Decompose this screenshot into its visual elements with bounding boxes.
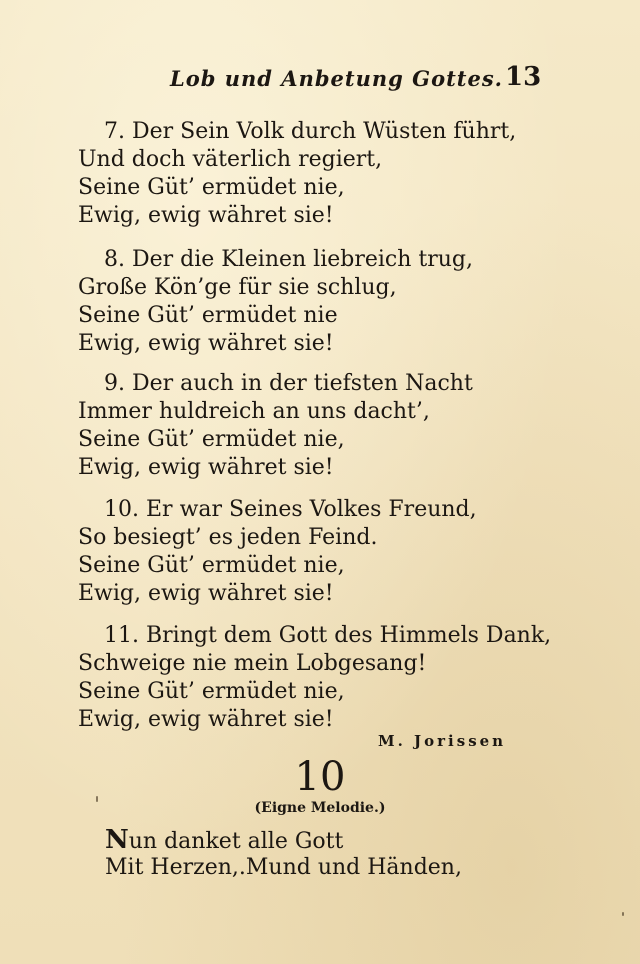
paper-speck xyxy=(96,796,98,802)
running-title: Lob und Anbetung Gottes. xyxy=(170,66,503,91)
stanza-line: Seine Güt’ ermüdet nie, xyxy=(78,427,345,452)
stanza-9 xyxy=(78,370,558,482)
stanza-line: So besiegt’ es jeden Feind. xyxy=(78,525,378,550)
paper-speck xyxy=(622,912,624,916)
stanza-7 xyxy=(78,118,558,230)
stanza-11 xyxy=(78,622,558,734)
stanza-line-text: Er war Seines Volkes Freund, xyxy=(146,497,477,522)
page-number: 13 xyxy=(505,62,542,92)
stanza-line xyxy=(78,246,558,274)
stanza-line: Ewig, ewig währet sie! xyxy=(78,455,334,480)
stanza-line: Schweige nie mein Lobgesang! xyxy=(78,651,427,676)
dropcap: N xyxy=(105,825,129,855)
stanza-line: Seine Güt’ ermüdet nie, xyxy=(78,679,345,704)
running-head xyxy=(0,62,640,94)
stanza-10 xyxy=(78,496,558,608)
hymn-line-text: un danket alle Gott xyxy=(128,829,344,854)
hymn-10-opening xyxy=(105,826,555,882)
stanza-line: Ewig, ewig währet sie! xyxy=(78,203,334,228)
hymn-line xyxy=(105,826,555,854)
stanza-number: 11. xyxy=(104,623,139,648)
stanza-line: Seine Güt’ ermüdet nie, xyxy=(78,553,345,578)
melody-note: (Eigne Melodie.) xyxy=(254,800,386,816)
stanza-line xyxy=(78,118,558,146)
stanza-line: Immer huldreich an uns dacht’, xyxy=(78,399,430,424)
stanza-number: 8. xyxy=(104,247,125,272)
stanza-line: Ewig, ewig währet sie! xyxy=(78,707,334,732)
stanza-line xyxy=(78,622,558,650)
stanza-line-text: Der Sein Volk durch Wüsten führt, xyxy=(132,119,517,144)
stanza-line-text: Bringt dem Gott des Himmels Dank, xyxy=(146,623,552,648)
stanza-number: 9. xyxy=(104,371,125,396)
stanza-8 xyxy=(78,246,558,358)
stanza-number: 10. xyxy=(104,497,139,522)
stanza-line-text: Der auch in der tiefsten Nacht xyxy=(132,371,473,396)
stanza-line: Ewig, ewig währet sie! xyxy=(78,581,334,606)
stanza-line: Große Kön’ge für sie schlug, xyxy=(78,275,397,300)
stanza-line xyxy=(78,496,558,524)
stanza-line: Seine Güt’ ermüdet nie, xyxy=(78,175,345,200)
author-attribution: M. Jorissen xyxy=(378,732,507,750)
hymn-line: Mit Herzen,.Mund und Händen, xyxy=(105,855,462,880)
stanza-line: Und doch väterlich regiert, xyxy=(78,147,383,172)
stanza-line: Ewig, ewig währet sie! xyxy=(78,331,334,356)
stanza-number: 7. xyxy=(104,119,125,144)
stanza-line-text: Der die Kleinen liebreich trug, xyxy=(132,247,474,272)
stanza-line xyxy=(78,370,558,398)
stanza-line: Seine Güt’ ermüdet nie xyxy=(78,303,338,328)
hymn-number: 10 xyxy=(294,754,346,800)
